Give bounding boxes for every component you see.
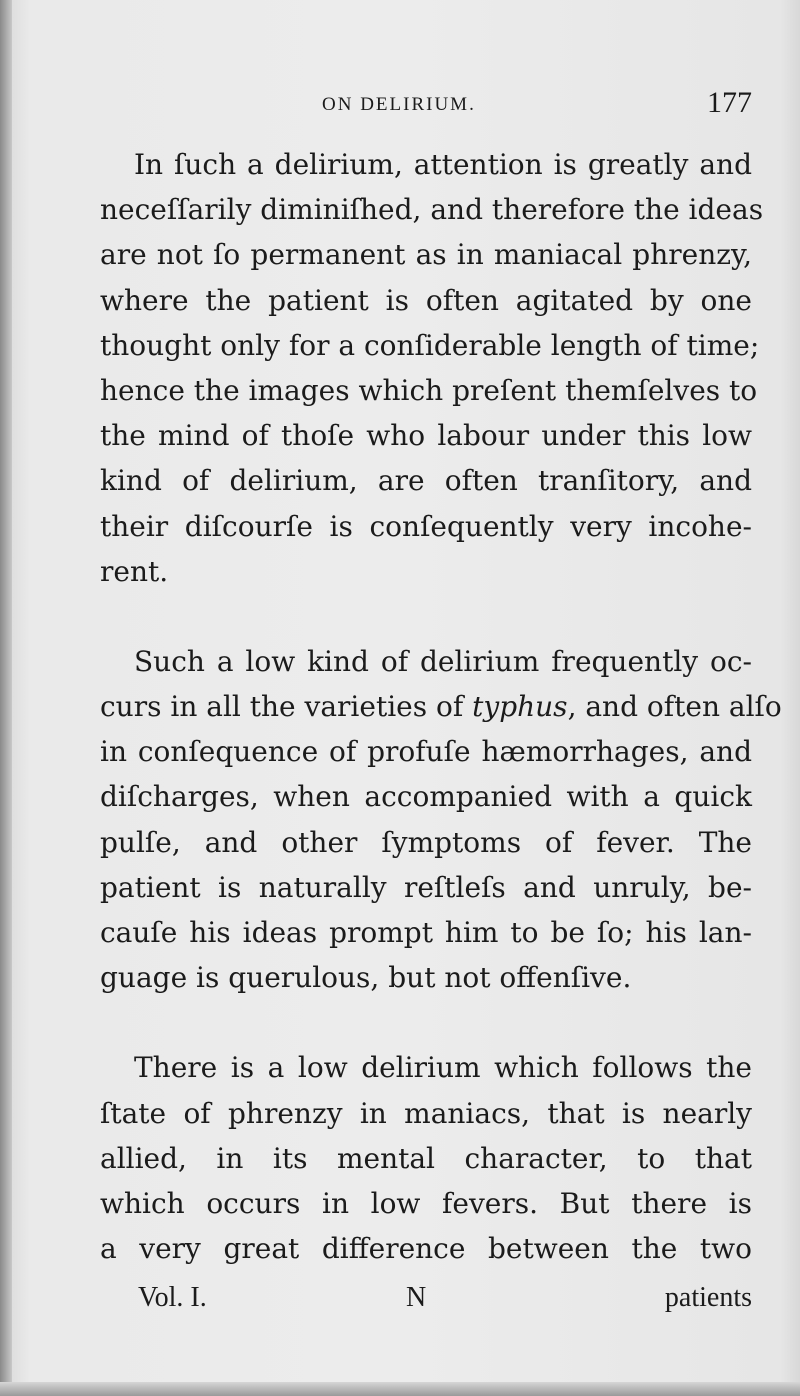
text-line: which occurs in low fevers. But there is <box>100 1186 752 1220</box>
text-line: their diſcourſe is conſequently very incohe- <box>100 509 752 543</box>
text-line: pulſe, and other ſymptoms of fever. The <box>100 825 752 859</box>
text-line: are not ſo permanent as in maniacal phrenzy, <box>100 238 752 272</box>
text-line: where the patient is often agitated by one <box>100 283 752 317</box>
page-bottom-edge <box>0 1382 800 1396</box>
text-line-with-italic <box>100 684 782 729</box>
italic-term: typhus <box>472 690 568 724</box>
volume-signature: Vol. I. <box>138 1282 207 1313</box>
text-line: neceſſarily diminiſhed, and therefore the ideas <box>100 193 764 227</box>
text-fragment: , and often alſo <box>567 690 782 724</box>
running-title: ON DELIRIUM. <box>322 94 476 115</box>
text-line: guage is querulous, but not offenſive. <box>100 961 632 995</box>
text-line: Such a low kind of delirium frequently oc- <box>134 644 752 678</box>
text-line: patient is naturally reſtleſs and unruly, be- <box>100 870 752 904</box>
text-line: a very great difference between the two <box>100 1232 752 1266</box>
text-line: In ſuch a delirium, attention is greatly and <box>134 148 752 181</box>
text-line: hence the images which preſent themſelves to <box>100 373 758 407</box>
text-line: cauſe his ideas prompt him to be ſo; his lan- <box>100 916 752 949</box>
text-line: the mind of thoſe who labour under this low <box>100 419 752 453</box>
page-footer <box>100 1282 752 1322</box>
signature-mark: N <box>406 1282 427 1313</box>
page-gutter-shadow <box>0 0 12 1396</box>
text-line: diſcharges, when accompanied with a quick <box>100 780 752 814</box>
catchword: patients <box>664 1282 752 1313</box>
text-line: ſtate of phrenzy in maniacs, that is nearly <box>100 1096 752 1130</box>
page-number: 177 <box>707 86 752 119</box>
text-line: rent. <box>100 554 169 588</box>
text-line: kind of delirium, are often tranſitory, and <box>100 464 752 498</box>
text-fragment: curs in all the varieties of <box>100 690 464 724</box>
text-line: There is a low delirium which follows the <box>134 1051 752 1085</box>
body-text <box>100 142 782 1271</box>
paragraph-gap <box>100 1000 752 1045</box>
text-line: thought only for a conſiderable length of time; <box>100 328 760 362</box>
text-line: in conſequence of profuſe hæmorrhages, and <box>100 735 752 769</box>
text-line: allied, in its mental character, to that <box>100 1141 752 1175</box>
paragraph-gap <box>100 594 752 639</box>
